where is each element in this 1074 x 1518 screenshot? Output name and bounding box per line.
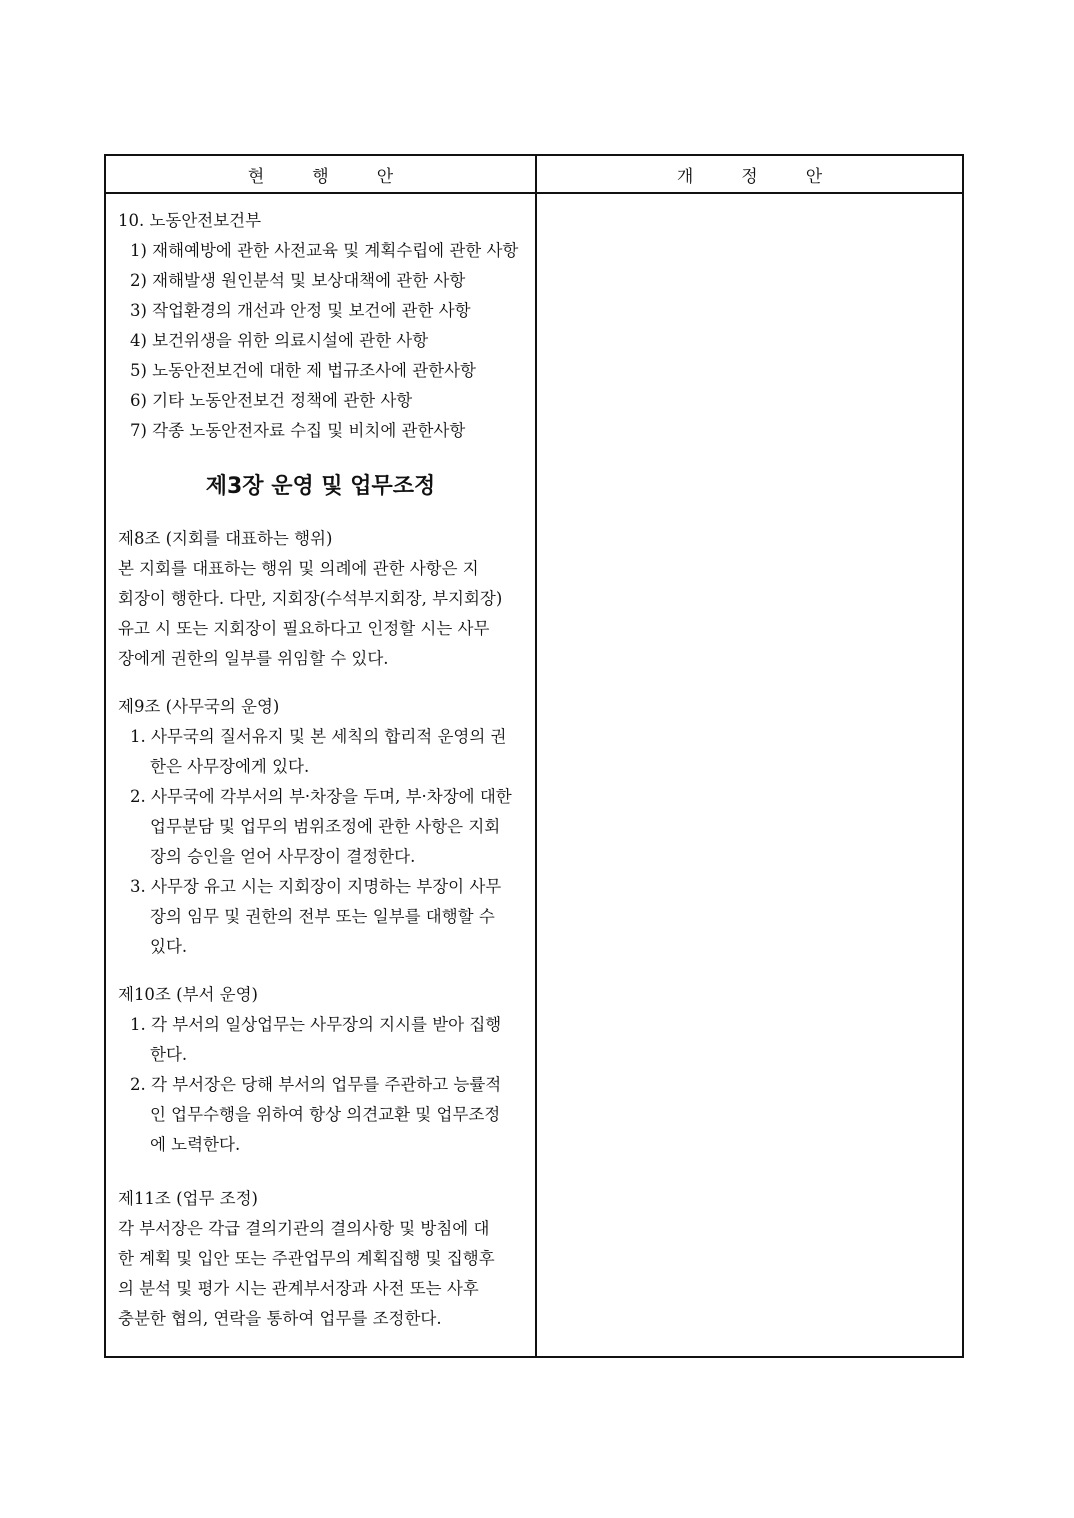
list-item: 2. 사무국에 각부서의 부·차장을 두며, 부·차장에 대한 [130, 787, 512, 806]
header-current-char: 현 [247, 166, 265, 187]
article-title: 제10조 (부서 운영) [118, 985, 258, 1004]
header-revised [537, 156, 962, 192]
list-item: 2. 각 부서장은 당해 부서의 업무를 주관하고 능률적 [130, 1075, 502, 1094]
article-text: 본 지회를 대표하는 행위 및 의례에 관한 사항은 지 [118, 559, 479, 578]
article-text: 회장이 행한다. 다만, 지회장(수석부지회장, 부지회장) [118, 589, 503, 608]
list-item-cont: 장의 승인을 얻어 사무장이 결정한다. [150, 847, 416, 866]
header-current-char: 안 [376, 166, 394, 187]
article-title: 제11조 (업무 조정) [118, 1189, 258, 1208]
article-text: 충분한 협의, 연락을 통하여 업무를 조정한다. [118, 1309, 442, 1328]
article-title: 제9조 (사무국의 운영) [118, 697, 280, 716]
list-item-cont: 업무분담 및 업무의 범위조정에 관한 사항은 지회 [150, 817, 501, 836]
article-text: 장에게 권한의 일부를 위임할 수 있다. [118, 649, 389, 668]
list-item: 7) 각종 노동안전자료 수집 및 비치에 관한사항 [130, 421, 466, 440]
list-item-cont: 있다. [150, 937, 188, 956]
list-item: 4) 보건위생을 위한 의료시설에 관한 사항 [130, 331, 429, 350]
header-current-char: 행 [312, 166, 329, 187]
article-text: 각 부서장은 각급 결의기관의 결의사항 및 방침에 대 [118, 1219, 490, 1238]
list-item: 3. 사무장 유고 시는 지회장이 지명하는 부장이 사무 [130, 877, 502, 896]
article-text: 유고 시 또는 지회장이 필요하다고 인정할 시는 사무 [118, 619, 490, 638]
header-revised-char: 안 [805, 166, 823, 187]
article-text: 한 계획 및 입안 또는 주관업무의 계획집행 및 집행후 [118, 1249, 495, 1268]
list-item: 1. 각 부서의 일상업무는 사무장의 지시를 받아 집행 [130, 1015, 502, 1034]
list-item-cont: 한다. [150, 1045, 188, 1064]
revised-column [537, 194, 962, 1356]
list-item-cont: 장의 임무 및 권한의 전부 또는 일부를 대행할 수 [150, 907, 495, 926]
chapter-title: 제3장 운영 및 업무조정 [205, 474, 436, 499]
list-item: 1) 재해예방에 관한 사전교육 및 계획수립에 관한 사항 [130, 241, 519, 260]
list-item: 3) 작업환경의 개선과 안정 및 보건에 관한 사항 [130, 301, 471, 320]
list-item-cont: 에 노력한다. [150, 1135, 241, 1154]
list-item-cont: 한은 사무장에게 있다. [150, 757, 310, 776]
list-item: 5) 노동안전보건에 대한 제 법규조사에 관한사항 [130, 361, 477, 380]
article-text: 의 분석 및 평가 시는 관계부서장과 사전 또는 사후 [118, 1279, 479, 1298]
current-column [118, 206, 523, 1334]
header-revised-char: 정 [741, 166, 758, 187]
list-item: 1. 사무국의 질서유지 및 본 세칙의 합리적 운영의 권 [130, 727, 507, 746]
list-item-cont: 인 업무수행을 위하여 항상 의견교환 및 업무조정 [150, 1105, 501, 1124]
header-current [106, 156, 535, 192]
header-revised-char: 개 [676, 166, 694, 187]
section-title: 10. 노동안전보건부 [118, 211, 262, 230]
comparison-table [104, 154, 964, 1358]
list-item: 6) 기타 노동안전보건 정책에 관한 사항 [130, 391, 413, 410]
article-title: 제8조 (지회를 대표하는 행위) [118, 529, 333, 548]
list-item: 2) 재해발생 원인분석 및 보상대책에 관한 사항 [130, 271, 466, 290]
